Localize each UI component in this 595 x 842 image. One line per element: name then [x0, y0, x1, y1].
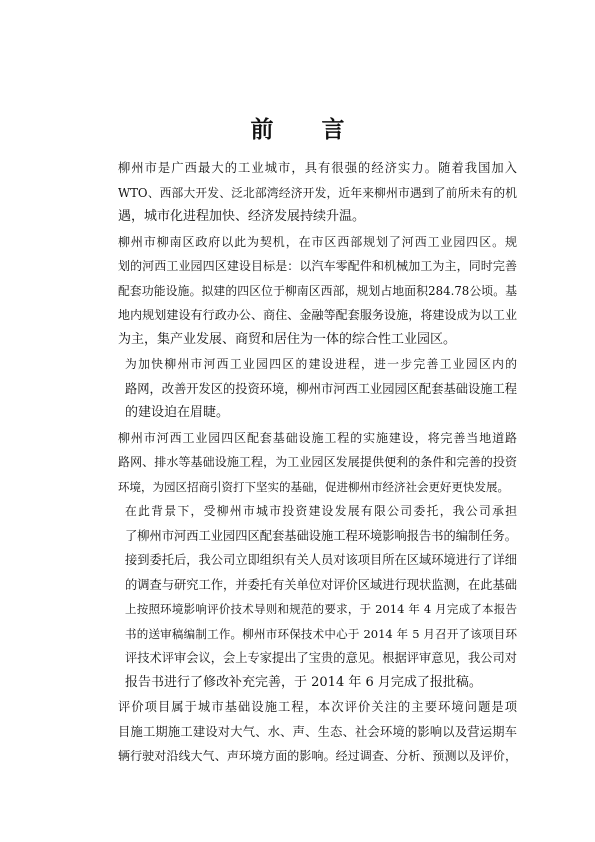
- text-line: 柳州市河西工业园四区配套基础设施工程的实施建设，将完善当地道路: [118, 430, 517, 445]
- text-line: 评技术评审会议，会上专家提出了宝贵的意见。根据评审意见，我公司对: [125, 651, 517, 665]
- body-text: [91, 156, 517, 769]
- text-line: 为主，集产业发展、商贸和居住为一体的综合性工业园区。: [118, 331, 457, 347]
- text-line: 配套功能设施。拟建的四区位于柳南区西部，规划占地面积284.78公顷。基: [118, 283, 517, 298]
- text-line: 评价项目属于城市基础设施工程，本次评价关注的主要环境问题是项: [118, 700, 517, 714]
- text-line: 路网，改善开发区的投资环境，柳州市河西工业园园区配套基础设施工程: [125, 381, 517, 396]
- paragraph: [91, 426, 517, 500]
- text-line: 划的河西工业园四区建设目标是：以汽车零配件和机械加工为主，同时完善: [118, 259, 517, 273]
- paragraph: [91, 156, 517, 230]
- paragraph: [91, 230, 517, 353]
- text-line: WTO、西部大开发、泛北部湾经济开发，近年来柳州市遇到了前所未有的机: [118, 185, 517, 200]
- text-line: 遇，城市化进程加快、经济发展持续升温。: [118, 209, 366, 224]
- text-line: 在此背景下，受柳州市城市投资建设发展有限公司委托，我公司承担: [125, 504, 517, 518]
- text-line: 为加快柳州市河西工业园四区的建设进程，进一步完善工业园区内的: [125, 357, 517, 371]
- page-title: 前 言: [250, 116, 365, 143]
- paragraph: [91, 499, 517, 695]
- paragraph: [91, 352, 517, 426]
- text-line: 接到委托后，我公司立即组织有关人员对该项目所在区域环境进行了详细: [125, 553, 517, 567]
- text-line: 环境，为园区招商引资打下坚实的基础，促进柳州市经济社会更好更快发展。: [118, 479, 509, 494]
- text-line: 路网、排水等基础设施工程，为工业园区发展提供便利的条件和完善的投资: [118, 455, 517, 469]
- text-line: 目施工期施工建设对大气、水、声、生态、社会环境的影响以及营运期车: [118, 724, 517, 739]
- text-line: 上按照环境影响评价技术导则和规范的要求，于 2014 年 4 月完成了本报告: [125, 602, 517, 616]
- text-line: 辆行驶对沿线大气、声环境方面的影响。经过调查、分析、预测以及评价，: [118, 749, 517, 763]
- text-line: 柳州市柳南区政府以此为契机，在市区西部规划了河西工业园四区。规: [118, 234, 517, 249]
- text-line: 了柳州市河西工业园四区配套基础设施工程环境影响报告书的编制任务。: [125, 528, 517, 543]
- paragraph: [91, 695, 517, 769]
- text-line: 柳州市是广西最大的工业城市，具有很强的经济实力。随着我国加入: [118, 161, 517, 175]
- text-line: 的调查与研究工作，并委托有关单位对评价区域进行现状监测，在此基础: [125, 577, 517, 592]
- text-line: 地内规划建设有行政办公、商住、金融等配套服务设施，将建设成为以工业: [118, 308, 517, 322]
- text-line: 报告书进行了修改补充完善，于 2014 年 6 月完成了报批稿。: [125, 674, 482, 690]
- text-line: 的建设迫在眉睫。: [125, 405, 230, 420]
- text-line: 书的送审稿编制工作。柳州市环保技术中心于 2014 年 5 月召开了该项目环: [125, 626, 517, 641]
